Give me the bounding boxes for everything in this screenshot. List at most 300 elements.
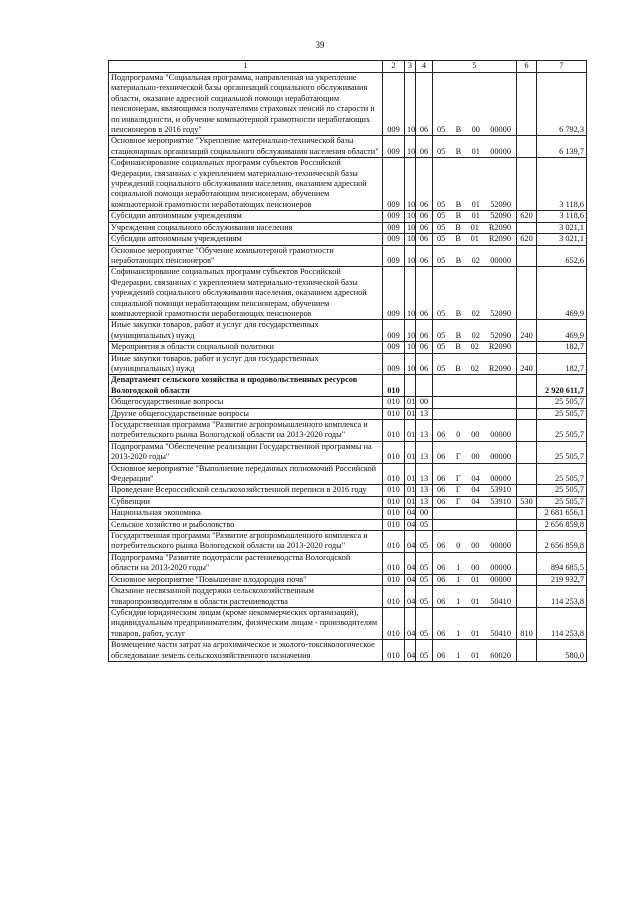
target-article-part: В [455, 125, 462, 135]
row-subsection: 13 [416, 420, 433, 442]
header-cell-2: 2 [383, 61, 405, 73]
row-amount: 3 118,6 [537, 158, 587, 211]
target-article-part: 02 [470, 363, 479, 373]
row-name: Мероприятия в области социальной политики [109, 342, 383, 353]
target-article-code [435, 147, 514, 157]
table-row [109, 234, 587, 245]
row-subsection: 06 [416, 136, 433, 158]
row-subsection: 06 [416, 353, 433, 375]
target-article-part: 06 [437, 496, 446, 506]
row-subsection: 06 [416, 222, 433, 233]
row-target-article [433, 375, 517, 397]
header-cell-5: 5 [433, 61, 517, 73]
target-article-part: 0 [456, 541, 461, 551]
target-article-part: 02 [471, 308, 480, 318]
target-article-part: 05 [437, 363, 446, 373]
row-amount: 3 021,1 [537, 222, 587, 233]
row-section: 10 [405, 245, 416, 267]
table-row [109, 420, 587, 442]
target-article-part: В [455, 308, 462, 318]
row-subsection: 06 [416, 267, 433, 320]
row-grbs: 009 [383, 353, 405, 375]
table-row [109, 267, 587, 320]
row-section: 04 [405, 640, 416, 662]
row-subsection: 13 [416, 408, 433, 419]
table-row [109, 320, 587, 342]
row-expense-type: 810 [517, 607, 537, 639]
target-article-code [435, 200, 514, 210]
target-article-part: R2090 [488, 222, 511, 232]
row-target-article [433, 353, 517, 375]
row-grbs: 010 [383, 508, 405, 519]
row-expense-type [517, 485, 537, 496]
row-subsection: 05 [416, 552, 433, 574]
row-amount: 3 118,6 [537, 211, 587, 222]
target-article-part: 05 [437, 342, 446, 352]
target-article-part: 1 [456, 650, 461, 660]
row-section: 10 [405, 320, 416, 342]
row-section: 10 [405, 158, 416, 211]
target-article-part: 52090 [490, 199, 511, 209]
row-amount: 25 505,7 [537, 485, 587, 496]
row-subsection: 06 [416, 73, 433, 136]
row-subsection: 06 [416, 211, 433, 222]
row-name: Государственная программа "Развитие агропромышленного комплекса и потребительского рынка Вологодской области на 2013-2020 годы" [109, 420, 383, 442]
target-article-part: 53910 [490, 496, 511, 506]
row-expense-type [517, 463, 537, 485]
table-row [109, 397, 587, 408]
target-article-part: 60020 [490, 650, 511, 660]
row-section: 01 [405, 485, 416, 496]
target-article-code [435, 575, 514, 585]
target-article-part: 06 [437, 596, 446, 606]
target-article-code [435, 563, 514, 573]
row-target-article [433, 463, 517, 485]
row-name: Подпрограмма "Социальная программа, направленная на укрепление материально-технической базы организаций социального обслуживания области, оказание адресной социальной помощи неработающим пенсионерам, являющимся получателями страховых пенсий по старости и по инвалидности, и обучение компьютерной грамотности неработающих пенсионеров в 2016 году" [109, 73, 383, 136]
row-expense-type [517, 441, 537, 463]
row-target-article [433, 222, 517, 233]
header-cell-6: 6 [517, 61, 537, 73]
row-expense-type [517, 552, 537, 574]
target-article-part: 05 [437, 308, 446, 318]
row-name: Общегосударственные вопросы [109, 397, 383, 408]
target-article-code [435, 541, 514, 551]
row-name: Софинансирование социальных программ субъектов Российской Федерации, связанных с укреплением материально-технической базы учреждений социального обслуживания населения, оказанием адресной социальной помощи неработающим пенсионерам, обучением компьютерной грамотности неработающих пенсионеров [109, 267, 383, 320]
target-article-code [435, 211, 514, 221]
row-expense-type: 240 [517, 320, 537, 342]
row-grbs: 010 [383, 586, 405, 608]
row-target-article [433, 552, 517, 574]
target-article-part: 02 [471, 330, 480, 340]
row-section: 10 [405, 136, 416, 158]
table-row [109, 441, 587, 463]
row-expense-type [517, 245, 537, 267]
target-article-part: В [455, 363, 461, 373]
row-amount: 182,7 [537, 353, 587, 375]
row-subsection: 05 [416, 586, 433, 608]
table-row [109, 496, 587, 507]
row-amount: 2 681 656,1 [537, 508, 587, 519]
target-article-part: Г [455, 474, 461, 484]
row-amount: 114 253,8 [537, 586, 587, 608]
target-article-part: 00000 [490, 452, 511, 462]
target-article-part: 05 [437, 199, 446, 209]
target-article-part: 06 [437, 628, 446, 638]
target-article-part: 52090 [490, 211, 511, 221]
row-name: Национальная экономика [109, 508, 383, 519]
row-target-article [433, 136, 517, 158]
row-expense-type [517, 586, 537, 608]
row-target-article [433, 397, 517, 408]
row-expense-type [517, 408, 537, 419]
target-article-part: 02 [471, 255, 480, 265]
target-article-part: R2090 [488, 363, 511, 373]
row-section: 01 [405, 463, 416, 485]
row-target-article [433, 441, 517, 463]
row-name: Субвенции [109, 496, 383, 507]
row-amount: 114 253,8 [537, 607, 587, 639]
row-section: 10 [405, 73, 416, 136]
row-amount: 580,0 [537, 640, 587, 662]
row-name: Основное мероприятие "Обучение компьютерной грамотности неработающих пенсионеров" [109, 245, 383, 267]
target-article-part: 00000 [490, 146, 511, 156]
row-section: 01 [405, 397, 416, 408]
target-article-part: 01 [471, 199, 480, 209]
row-expense-type: 530 [517, 496, 537, 507]
target-article-part: Г [455, 485, 461, 495]
target-article-part: В [455, 199, 462, 209]
row-amount: 652,6 [537, 245, 587, 267]
row-amount: 6 139,7 [537, 136, 587, 158]
row-subsection: 06 [416, 234, 433, 245]
target-article-part: 1 [456, 596, 461, 606]
row-amount: 25 505,7 [537, 441, 587, 463]
row-name: Учреждения социального обслуживания населения [109, 222, 383, 233]
target-article-code [435, 125, 514, 135]
row-grbs: 009 [383, 73, 405, 136]
target-article-part: В [455, 330, 462, 340]
row-target-article [433, 496, 517, 507]
row-amount: 25 505,7 [537, 420, 587, 442]
header-cell-4: 4 [416, 61, 433, 73]
header-row [109, 61, 587, 73]
row-amount: 25 505,7 [537, 397, 587, 408]
target-article-code [435, 430, 514, 440]
row-subsection [416, 375, 433, 397]
table-row [109, 508, 587, 519]
target-article-part: 04 [471, 474, 480, 484]
row-name: Субсидии автономным учреждениям [109, 211, 383, 222]
row-expense-type [517, 519, 537, 530]
row-amount: 2 656 859,8 [537, 531, 587, 553]
target-article-part: 00000 [490, 255, 511, 265]
target-article-part: В [455, 255, 462, 265]
row-expense-type [517, 73, 537, 136]
target-article-part: 01 [470, 222, 479, 232]
row-section [405, 375, 416, 397]
row-grbs: 009 [383, 320, 405, 342]
row-target-article [433, 640, 517, 662]
table-row [109, 552, 587, 574]
row-grbs: 010 [383, 519, 405, 530]
row-target-article [433, 267, 517, 320]
target-article-part: В [455, 211, 462, 221]
target-article-code [435, 364, 514, 374]
row-section: 04 [405, 574, 416, 585]
target-article-part: 06 [437, 430, 446, 440]
row-name: Подпрограмма "Обеспечение реализации Государственной программы на 2013-2020 годы" [109, 441, 383, 463]
target-article-part: 00000 [490, 430, 511, 440]
target-article-part: В [455, 146, 462, 156]
target-article-part: 52090 [490, 330, 511, 340]
table-row [109, 245, 587, 267]
row-target-article [433, 574, 517, 585]
target-article-part: В [455, 222, 461, 232]
target-article-part: 00 [471, 430, 480, 440]
target-article-part: 0 [456, 430, 461, 440]
target-article-part: 00 [471, 563, 480, 573]
target-article-part: 02 [470, 342, 479, 352]
row-amount: 3 021,1 [537, 234, 587, 245]
table-row [109, 158, 587, 211]
target-article-part: 00000 [490, 474, 511, 484]
target-article-code [435, 331, 514, 341]
row-amount: 469,9 [537, 267, 587, 320]
row-amount: 2 920 611,7 [537, 375, 587, 397]
row-name: Субсидии автономным учреждениям [109, 234, 383, 245]
table-row [109, 222, 587, 233]
row-grbs: 010 [383, 420, 405, 442]
target-article-code [435, 342, 514, 352]
page-number: 39 [315, 40, 325, 50]
row-grbs: 009 [383, 158, 405, 211]
row-target-article [433, 342, 517, 353]
row-expense-type [517, 136, 537, 158]
row-section: 04 [405, 531, 416, 553]
row-expense-type [517, 342, 537, 353]
target-article-code [435, 597, 514, 607]
row-amount: 25 505,7 [537, 496, 587, 507]
row-expense-type [517, 420, 537, 442]
row-section: 10 [405, 342, 416, 353]
row-subsection: 05 [416, 574, 433, 585]
row-section: 01 [405, 496, 416, 507]
row-subsection: 05 [416, 607, 433, 639]
row-grbs: 010 [383, 485, 405, 496]
row-target-article [433, 586, 517, 608]
row-expense-type [517, 640, 537, 662]
target-article-part: 06 [437, 474, 446, 484]
row-subsection: 00 [416, 508, 433, 519]
target-article-code [435, 474, 514, 484]
row-grbs: 010 [383, 375, 405, 397]
row-expense-type [517, 531, 537, 553]
target-article-part: 01 [471, 650, 480, 660]
row-amount: 469,9 [537, 320, 587, 342]
row-section: 01 [405, 441, 416, 463]
table-row [109, 485, 587, 496]
target-article-part: 00000 [490, 563, 511, 573]
row-expense-type [517, 158, 537, 211]
row-subsection: 13 [416, 441, 433, 463]
row-expense-type [517, 267, 537, 320]
row-section: 04 [405, 607, 416, 639]
target-article-part: 04 [471, 496, 480, 506]
row-target-article [433, 234, 517, 245]
target-article-part: 50410 [490, 596, 511, 606]
row-grbs: 009 [383, 211, 405, 222]
table-row [109, 519, 587, 530]
row-amount: 25 505,7 [537, 463, 587, 485]
row-expense-type [517, 508, 537, 519]
row-subsection: 13 [416, 463, 433, 485]
target-article-part: R2090 [488, 234, 511, 244]
row-target-article [433, 607, 517, 639]
row-name: Иные закупки товаров, работ и услуг для государственных (муниципальных) нужд [109, 353, 383, 375]
row-section: 10 [405, 211, 416, 222]
row-amount: 182,7 [537, 342, 587, 353]
row-name: Основное мероприятие "Выполнение переданных полномочий Российской Федерации" [109, 463, 383, 485]
row-section: 01 [405, 420, 416, 442]
table-row [109, 607, 587, 639]
target-article-part: Г [455, 496, 461, 506]
target-article-part: 06 [437, 650, 446, 660]
row-grbs: 010 [383, 552, 405, 574]
header-cell-1: 1 [109, 61, 383, 73]
target-article-part: 00 [471, 452, 480, 462]
target-article-part: 05 [437, 125, 446, 135]
target-article-part: 05 [437, 234, 446, 244]
target-article-part: В [455, 342, 461, 352]
row-target-article [433, 73, 517, 136]
row-grbs: 009 [383, 245, 405, 267]
target-article-code [435, 497, 514, 507]
target-article-part: 00 [471, 541, 480, 551]
row-grbs: 009 [383, 267, 405, 320]
row-section: 04 [405, 519, 416, 530]
row-section: 04 [405, 586, 416, 608]
target-article-part: 00 [471, 125, 480, 135]
row-section: 10 [405, 267, 416, 320]
row-target-article [433, 158, 517, 211]
target-article-part: В [455, 234, 461, 244]
row-target-article [433, 211, 517, 222]
target-article-part: 01 [470, 234, 479, 244]
row-subsection: 06 [416, 320, 433, 342]
row-amount: 2 656 859,8 [537, 519, 587, 530]
row-grbs: 010 [383, 640, 405, 662]
row-name: Субсидии юридическим лицам (кроме некоммерческих организаций), индивидуальным предпринимателям, физическим лицам - производителям товаров, работ, услуг [109, 607, 383, 639]
row-amount: 6 792,3 [537, 73, 587, 136]
row-name: Сельское хозяйство и рыболовство [109, 519, 383, 530]
row-subsection: 00 [416, 397, 433, 408]
row-section: 10 [405, 234, 416, 245]
row-name: Иные закупки товаров, работ и услуг для государственных (муниципальных) нужд [109, 320, 383, 342]
row-target-article [433, 508, 517, 519]
target-article-part: 01 [471, 596, 480, 606]
row-expense-type [517, 574, 537, 585]
target-article-part: 05 [437, 146, 446, 156]
table-row [109, 136, 587, 158]
row-grbs: 010 [383, 463, 405, 485]
table-row [109, 640, 587, 662]
table-row [109, 463, 587, 485]
row-name: Государственная программа "Развитие агропромышленного комплекса и потребительского рынка Вологодской области на 2013-2020 годы" [109, 531, 383, 553]
row-grbs: 009 [383, 342, 405, 353]
table-row [109, 73, 587, 136]
row-expense-type [517, 375, 537, 397]
target-article-part: 1 [456, 628, 461, 638]
row-grbs: 010 [383, 408, 405, 419]
table-row [109, 586, 587, 608]
target-article-part: 01 [471, 574, 480, 584]
row-target-article [433, 485, 517, 496]
target-article-part: 06 [437, 452, 446, 462]
target-article-part: R2090 [488, 342, 511, 352]
row-subsection: 05 [416, 519, 433, 530]
target-article-code [435, 234, 514, 244]
target-article-part: 00000 [490, 574, 511, 584]
row-target-article [433, 519, 517, 530]
header-cell-3: 3 [405, 61, 416, 73]
row-name: Оказание несвязанной поддержки сельскохозяйственным товаропроизводителям в области растениеводства [109, 586, 383, 608]
target-article-code [435, 256, 514, 266]
row-grbs: 010 [383, 531, 405, 553]
table-row [109, 574, 587, 585]
row-section: 10 [405, 222, 416, 233]
target-article-part: 53910 [490, 485, 511, 495]
row-subsection: 06 [416, 158, 433, 211]
row-section: 10 [405, 353, 416, 375]
row-grbs: 009 [383, 136, 405, 158]
target-article-code [435, 309, 514, 319]
row-name: Основное мероприятие "Укрепление материально-технической базы стационарных организаций социального обслуживания населения области" [109, 136, 383, 158]
row-grbs: 010 [383, 397, 405, 408]
row-grbs: 009 [383, 222, 405, 233]
table-body [109, 61, 587, 662]
target-article-part: 04 [471, 485, 480, 495]
row-section: 04 [405, 552, 416, 574]
target-article-code [435, 651, 514, 661]
row-amount: 219 932,7 [537, 574, 587, 585]
table-row [109, 408, 587, 419]
row-grbs: 010 [383, 496, 405, 507]
row-subsection: 13 [416, 496, 433, 507]
row-section: 04 [405, 508, 416, 519]
row-target-article [433, 531, 517, 553]
target-article-part: 06 [437, 485, 446, 495]
target-article-part: 00000 [490, 541, 511, 551]
target-article-part: 01 [471, 146, 480, 156]
target-article-code [435, 485, 514, 495]
target-article-code [435, 223, 514, 233]
row-name: Проведение Всероссийской сельскохозяйственной переписи в 2016 году [109, 485, 383, 496]
row-name: Возмещение части затрат на агрохимическое и эколого-токсикологическое обследование земель сельскохозяйственного назначения [109, 640, 383, 662]
row-expense-type: 620 [517, 211, 537, 222]
target-article-code [435, 629, 514, 639]
row-subsection: 05 [416, 640, 433, 662]
row-grbs: 010 [383, 607, 405, 639]
table-row [109, 531, 587, 553]
target-article-part: 00000 [490, 125, 511, 135]
target-article-part: 06 [437, 563, 446, 573]
budget-table [108, 60, 587, 662]
row-target-article [433, 408, 517, 419]
target-article-part: 05 [437, 211, 446, 221]
target-article-part: Г [455, 452, 461, 462]
target-article-part: 05 [437, 222, 446, 232]
row-section: 01 [405, 408, 416, 419]
